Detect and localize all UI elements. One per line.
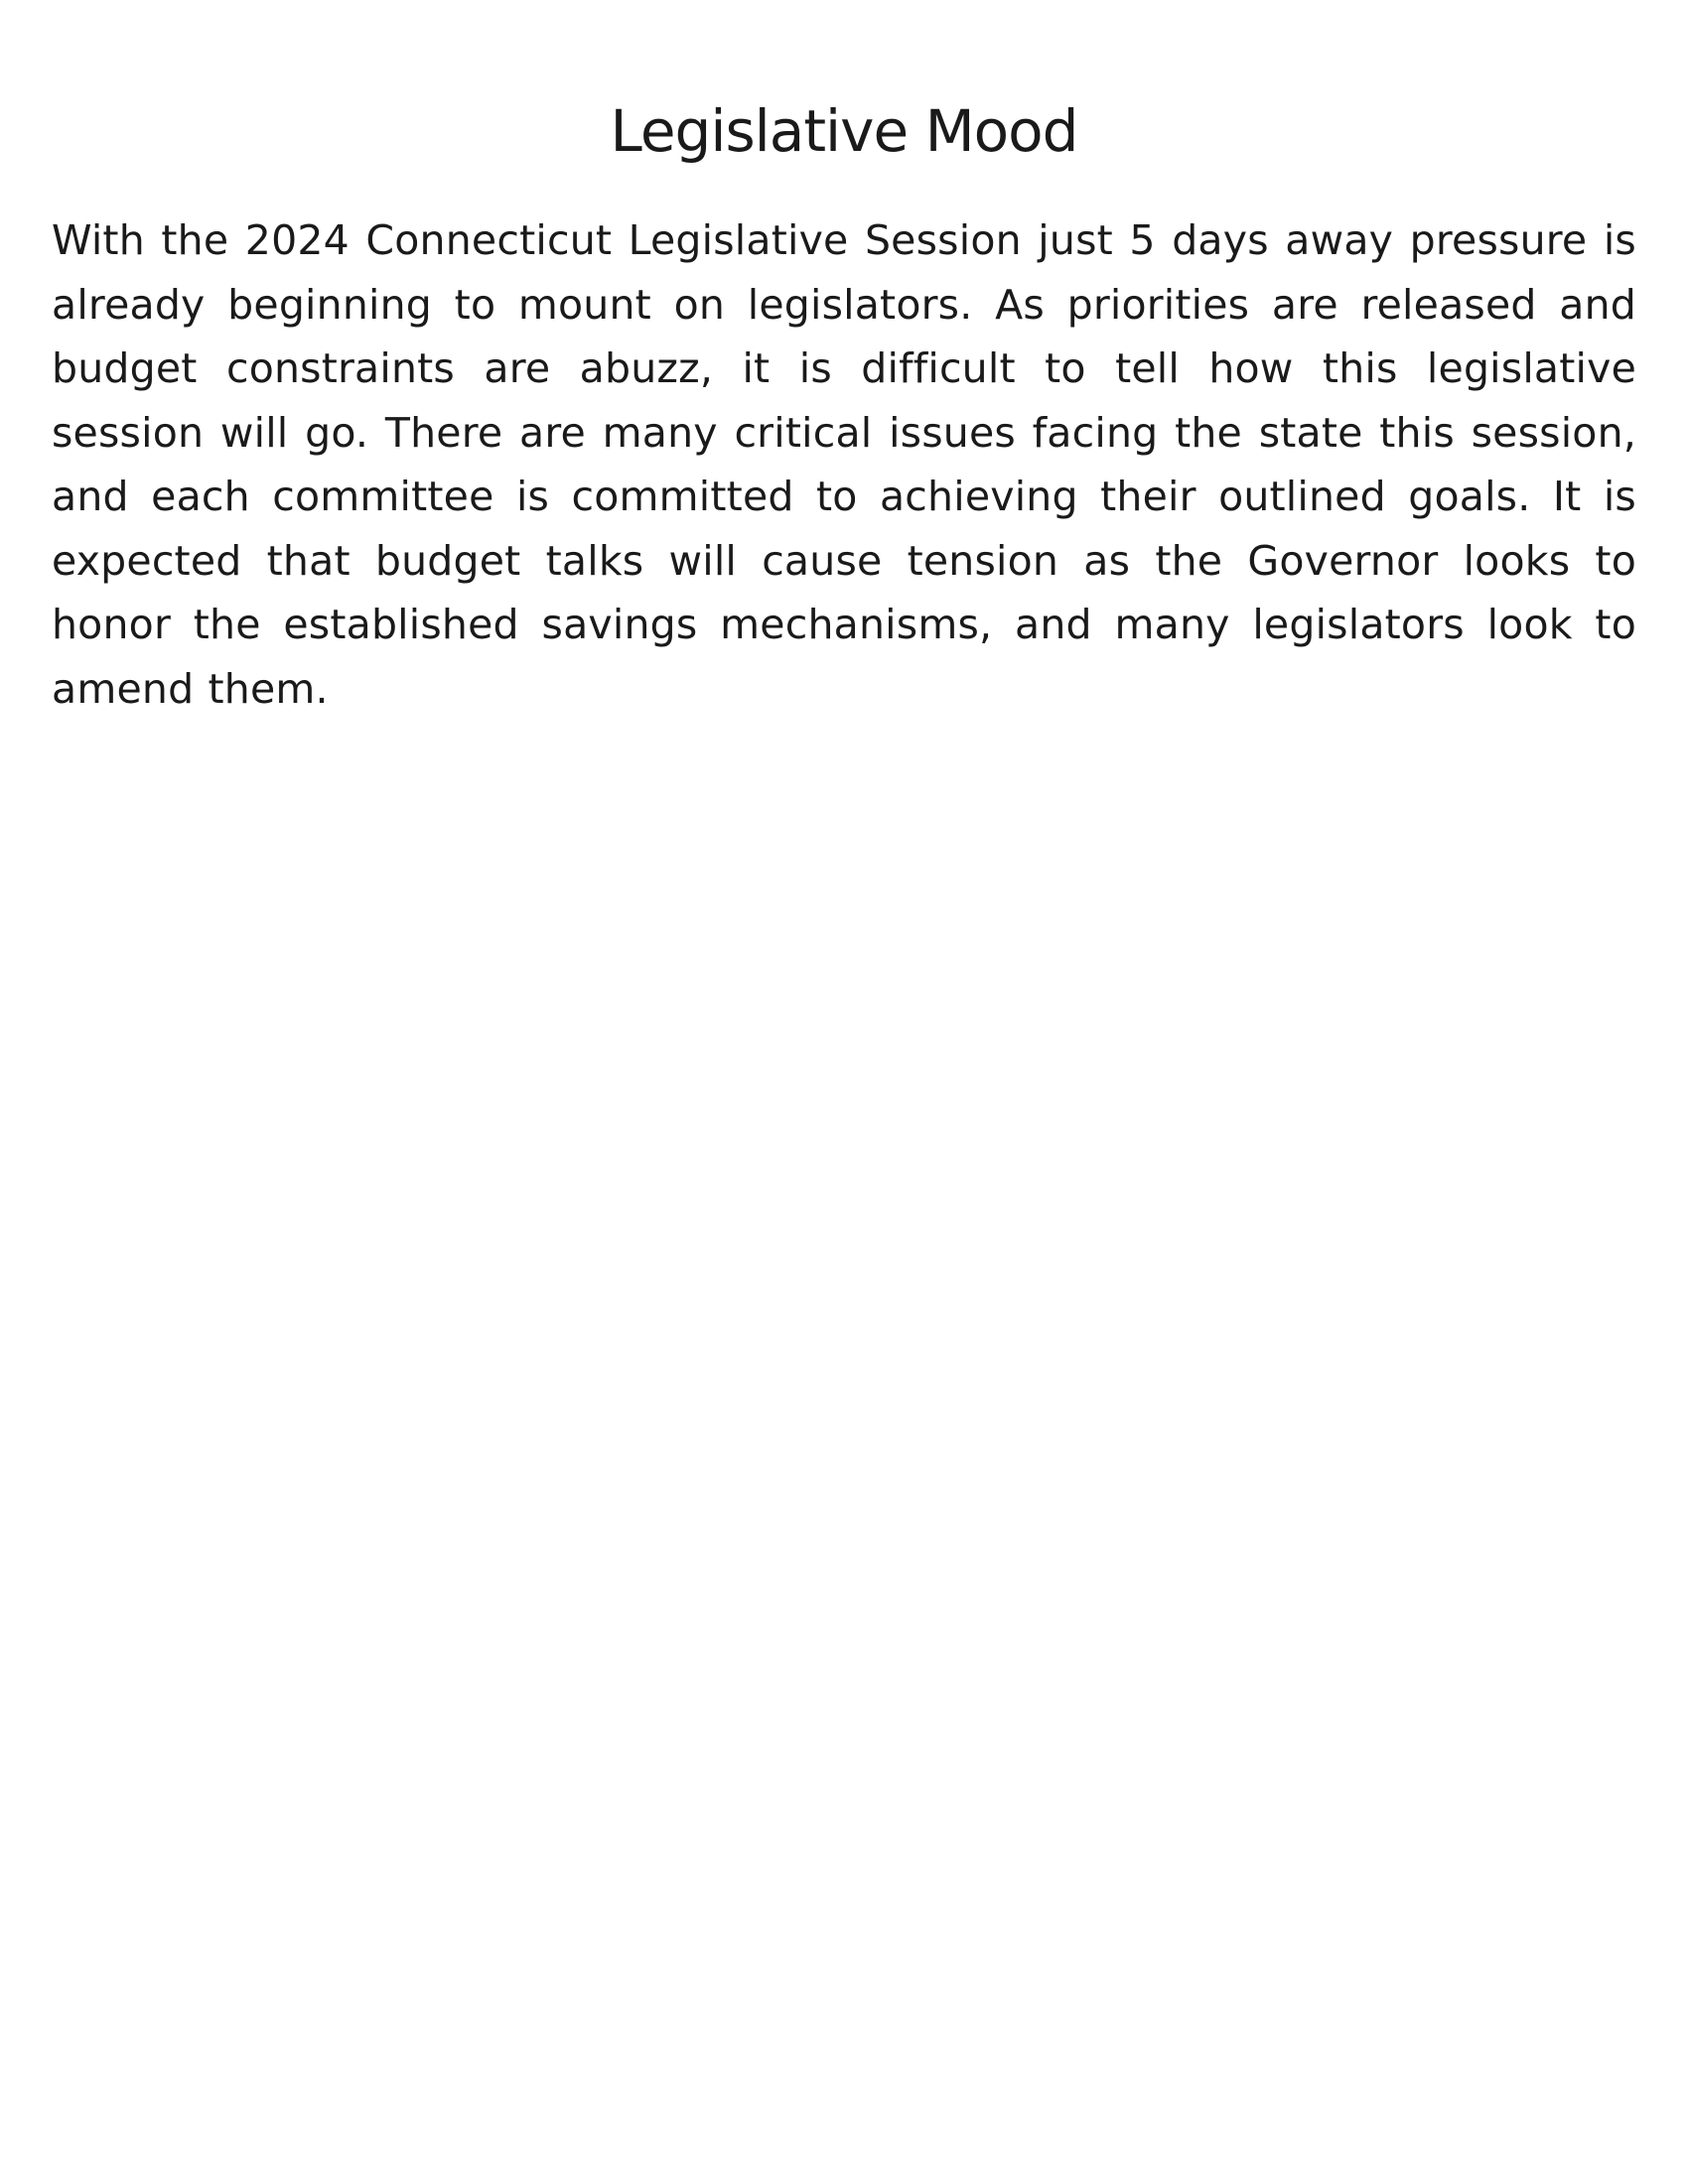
body-paragraph: With the 2024 Connecticut Legislative Session just 5 days away pressure is already beginning to mount on legislators. As priorities are released and budget constraints are abuzz, it is difficult to tell how this legislative session will go. There are many critical issues facing the state this session, and each committee is committed to achieving their outlined goals. It is expected that budget talks will cause tension as the Governor looks to honor the established savings mechanisms, and many legislators look to amend them. [52, 216, 1636, 713]
page-title: Legislative Mood [610, 97, 1078, 165]
